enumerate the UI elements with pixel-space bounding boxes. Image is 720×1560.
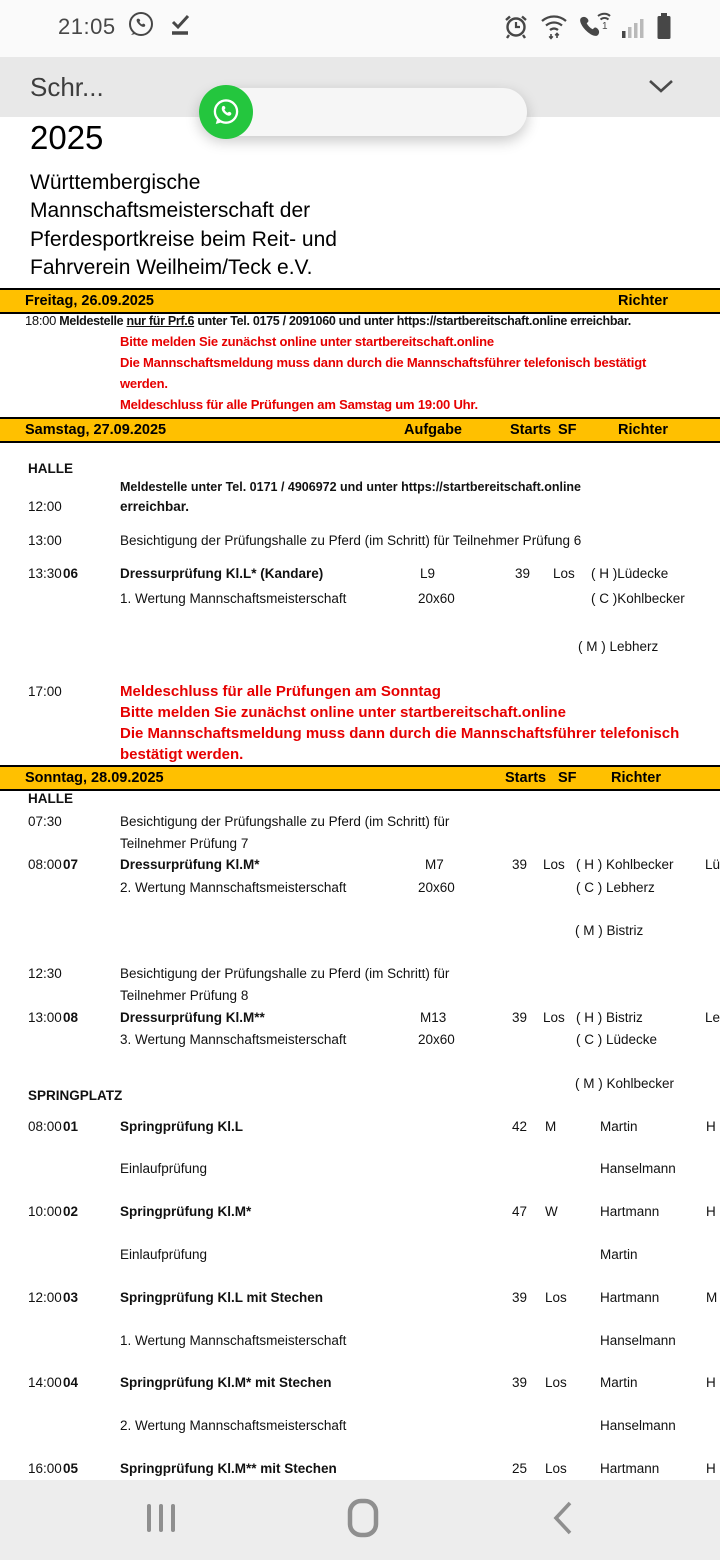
venue-label: HALLE <box>28 461 73 476</box>
doc-year: 2025 <box>30 119 104 156</box>
bar-aufgabe: Aufgabe <box>404 422 462 438</box>
event-name: Dressurprüfung Kl.M** <box>120 1010 265 1025</box>
event-row <box>0 1459 720 1479</box>
document-page[interactable] <box>0 117 720 1480</box>
bar-date: Sonntag, 28.09.2025 <box>25 770 164 786</box>
event-subrow <box>0 1331 720 1351</box>
event-judge: Hanselmann <box>600 1333 676 1348</box>
event-time: 13:00 <box>28 1010 62 1025</box>
event-time: 10:00 <box>28 1204 62 1219</box>
recents-button[interactable] <box>139 1498 183 1542</box>
event-sf: Los <box>545 1461 567 1476</box>
event-sf: Los <box>545 1290 567 1305</box>
event-starts: 39 <box>511 1375 527 1390</box>
event-sub: Einlaufprüfung <box>120 1247 208 1262</box>
home-button[interactable] <box>341 1498 385 1542</box>
event-judge: Martin <box>600 1375 638 1390</box>
event-sub: 2. Wertung Mannschaftsmeisterschaft <box>120 1418 347 1433</box>
event-row <box>0 1117 720 1137</box>
event-number: 02 <box>63 1204 79 1219</box>
event-subrow <box>0 1245 720 1265</box>
svg-text:1: 1 <box>602 21 608 32</box>
status-right <box>502 11 672 46</box>
bar-date: Freitag, 26.09.2025 <box>25 293 154 309</box>
friday-red-line: werden. <box>120 376 168 391</box>
event-starts: 25 <box>511 1461 527 1476</box>
event-aufgabe: M7 <box>425 857 444 872</box>
friday-red-line: Bitte melden Sie zunächst online unter startbereitschaft.online <box>120 334 494 349</box>
bar-starts: Starts <box>505 770 547 786</box>
besichtigung-line: Teilnehmer Prüfung 7 <box>120 836 249 851</box>
event-number: 06 <box>63 566 79 581</box>
event-sub: 3. Wertung Mannschaftsmeisterschaft <box>120 1032 347 1047</box>
event-time: 07:30 <box>28 814 62 829</box>
event-name: Springprüfung Kl.L mit Stechen <box>120 1290 324 1305</box>
event-sub: 1. Wertung Mannschaftsmeisterschaft <box>120 591 347 606</box>
besichtigung-line: 13:00 Besichtigung der Prüfungshalle zu Pferd (im Schritt) für Teilnehmer Prüfung 6 <box>0 531 720 551</box>
event-row <box>0 855 720 875</box>
event-judge-row <box>0 921 720 941</box>
event-judge-h: ( H ) Bistriz <box>576 1010 643 1025</box>
bar-sf: SF <box>558 422 577 438</box>
event-judge: Hanselmann <box>600 1418 676 1433</box>
event-judge: Martin <box>600 1247 638 1262</box>
event-time: 12:00 <box>28 499 62 514</box>
event-time: 08:00 <box>28 857 62 872</box>
event-subrow <box>0 1416 720 1436</box>
navigation-bar <box>0 1480 720 1560</box>
wifi-arrows-icon <box>539 12 569 45</box>
recents-icon <box>144 1501 178 1540</box>
event-arena: 20x60 <box>418 880 455 895</box>
bar-richter: Richter <box>618 422 668 438</box>
friday-red-line: Die Mannschaftsmeldung muss dann durch die Mannschaftsführer telefonisch bestätigt <box>120 355 647 370</box>
event-judge-row <box>0 637 720 657</box>
doc-title-line: Fahrverein Weilheim/Teck e.V. <box>30 256 313 279</box>
bar-sf: SF <box>558 770 577 786</box>
event-judge-c: ( C ) Lüdecke <box>576 1032 658 1047</box>
besichtigung-line: 07:30 Besichtigung der Prüfungshalle zu Pferd (im Schritt) für <box>0 812 720 832</box>
info-text: unter Tel. 0175 / 2091060 und unter https://startbereitschaft.online erreichbar. <box>194 314 631 328</box>
meldestelle-line: Meldestelle unter Tel. 0171 / 4906972 und unter https://startbereitschaft.online <box>120 480 582 494</box>
event-judge-c: ( C )Kohlbecker <box>591 591 685 606</box>
venue-label: HALLE <box>28 791 73 806</box>
info-text-underlined: nur für Prf.6 <box>126 314 195 328</box>
status-left <box>58 9 194 44</box>
event-row <box>0 564 720 584</box>
event-judge: Martin <box>600 1119 638 1134</box>
event-sf: Los <box>545 1375 567 1390</box>
bar-richter: Richter <box>618 293 668 309</box>
event-sub: 2. Wertung Mannschaftsmeisterschaft <box>120 880 347 895</box>
saturday-red-line: 17:00 Meldeschluss für alle Prüfungen am Sonntag <box>28 683 441 700</box>
event-time: 08:00 <box>28 1119 62 1134</box>
event-number: 05 <box>63 1461 79 1476</box>
event-judge: Hartmann <box>600 1290 660 1305</box>
event-starts: 39 <box>511 1010 527 1025</box>
event-name: Springprüfung Kl.M* mit Stechen <box>120 1375 332 1390</box>
event-judge: Hartmann <box>600 1461 660 1476</box>
event-name: Springprüfung Kl.M* <box>120 1204 252 1219</box>
event-time: 13:00 <box>28 533 62 548</box>
event-judge-m: ( M ) Bistriz <box>575 923 644 938</box>
event-sf: W <box>545 1204 558 1219</box>
besichtigung-line: 12:30 Besichtigung der Prüfungshalle zu Pferd (im Schritt) für <box>0 964 720 984</box>
event-starts: 42 <box>511 1119 527 1134</box>
doc-title-line: Württembergische <box>30 171 201 194</box>
event-subrow <box>0 878 720 898</box>
event-judge-h: ( H )Lüdecke <box>591 566 669 581</box>
bar-date: Samstag, 27.09.2025 <box>25 422 167 438</box>
event-time: 12:30 <box>28 966 62 981</box>
besichtigung-line: Teilnehmer Prüfung 8 <box>120 988 249 1003</box>
event-subrow <box>0 1030 720 1050</box>
event-sf: Los <box>543 857 565 872</box>
whatsapp-chat-head-pill[interactable] <box>199 88 527 136</box>
event-starts: 39 <box>511 857 527 872</box>
signal-bars-icon <box>621 12 647 45</box>
event-judge-m: ( M ) Lebherz <box>578 639 659 654</box>
event-sf: Los <box>543 1010 565 1025</box>
event-judge-right: H <box>706 1119 716 1134</box>
event-number: 08 <box>63 1010 79 1025</box>
event-judge-h: ( H ) Kohlbecker <box>576 857 674 872</box>
event-arena: 20x60 <box>418 591 455 606</box>
bar-starts: Starts <box>510 422 552 438</box>
chevron-down-icon[interactable] <box>648 79 674 99</box>
event-name: Springprüfung Kl.L <box>120 1119 243 1134</box>
event-judge: Hartmann <box>600 1204 660 1219</box>
event-judge: Hanselmann <box>600 1161 676 1176</box>
event-name: Dressurprüfung Kl.M* <box>120 857 260 872</box>
event-time: 12:00 <box>28 1290 62 1305</box>
event-judge-right: Le <box>705 1010 720 1025</box>
friday-info-line <box>0 311 720 331</box>
event-judge-right: H <box>706 1375 716 1390</box>
event-subrow <box>0 589 720 609</box>
event-judge-c: ( C ) Lebherz <box>576 880 655 895</box>
back-button[interactable] <box>541 1498 585 1542</box>
event-name: Springprüfung Kl.M** mit Stechen <box>120 1461 337 1476</box>
event-time: 14:00 <box>28 1375 62 1390</box>
info-text: Meldestelle <box>59 314 127 328</box>
event-aufgabe: M13 <box>420 1010 447 1025</box>
event-judge-m: ( M ) Kohlbecker <box>575 1076 675 1091</box>
event-time: 16:00 <box>28 1461 62 1476</box>
app-title: Schr... <box>30 72 104 102</box>
event-subrow <box>0 1159 720 1179</box>
event-sf: M <box>545 1119 557 1134</box>
event-name: Dressurprüfung Kl.L* (Kandare) <box>120 566 324 581</box>
event-judge-right: M <box>706 1290 718 1305</box>
friday-red-line: Meldeschluss für alle Prüfungen am Samstag um 19:00 Uhr. <box>120 397 478 412</box>
battery-icon <box>656 11 672 46</box>
venue-label: SPRINGPLATZ <box>28 1088 123 1103</box>
event-starts: 47 <box>511 1204 527 1219</box>
whatsapp-notification-icon <box>126 9 156 44</box>
event-time: 17:00 <box>28 684 62 699</box>
section-bar-sunday <box>0 765 720 791</box>
status-time: 21:05 <box>58 13 116 39</box>
event-starts: 39 <box>514 566 530 581</box>
saturday-red-line: bestätigt werden. <box>120 746 244 763</box>
meldestelle-line: 12:00 erreichbar. <box>0 497 720 517</box>
bar-richter: Richter <box>611 770 661 786</box>
event-sf: Los <box>553 566 575 581</box>
event-row <box>0 1373 720 1393</box>
event-row <box>0 1288 720 1308</box>
event-time: 18:00 <box>25 313 57 328</box>
home-icon <box>346 1498 380 1543</box>
event-number: 07 <box>63 857 79 872</box>
event-row <box>0 1202 720 1222</box>
whatsapp-bubble-icon[interactable] <box>199 85 253 139</box>
event-row <box>0 1008 720 1028</box>
event-starts: 39 <box>511 1290 527 1305</box>
event-number: 03 <box>63 1290 79 1305</box>
event-judge-right: H <box>706 1461 716 1476</box>
wifi-calling-icon <box>578 12 612 45</box>
event-number: 04 <box>63 1375 79 1390</box>
back-icon <box>552 1500 574 1541</box>
section-bar-saturday <box>0 417 720 443</box>
event-sub: Einlaufprüfung <box>120 1161 208 1176</box>
status-bar <box>0 0 720 57</box>
event-time: 13:30 <box>28 566 62 581</box>
event-judge-right: H <box>706 1204 716 1219</box>
doc-title-line: Mannschaftsmeisterschaft der <box>30 199 311 222</box>
event-sub: 1. Wertung Mannschaftsmeisterschaft <box>120 1333 347 1348</box>
saturday-red-line: Bitte melden Sie zunächst online unter startbereitschaft.online <box>120 704 566 721</box>
download-done-icon <box>166 10 194 43</box>
alarm-icon <box>502 12 530 45</box>
doc-title-line: Pferdesportkreise beim Reit- und <box>30 228 337 251</box>
event-judge-right: Lü <box>705 857 720 872</box>
event-aufgabe: L9 <box>420 566 436 581</box>
saturday-red-line: Die Mannschaftsmeldung muss dann durch die Mannschaftsführer telefonisch <box>120 725 680 742</box>
event-arena: 20x60 <box>418 1032 455 1047</box>
event-number: 01 <box>63 1119 79 1134</box>
